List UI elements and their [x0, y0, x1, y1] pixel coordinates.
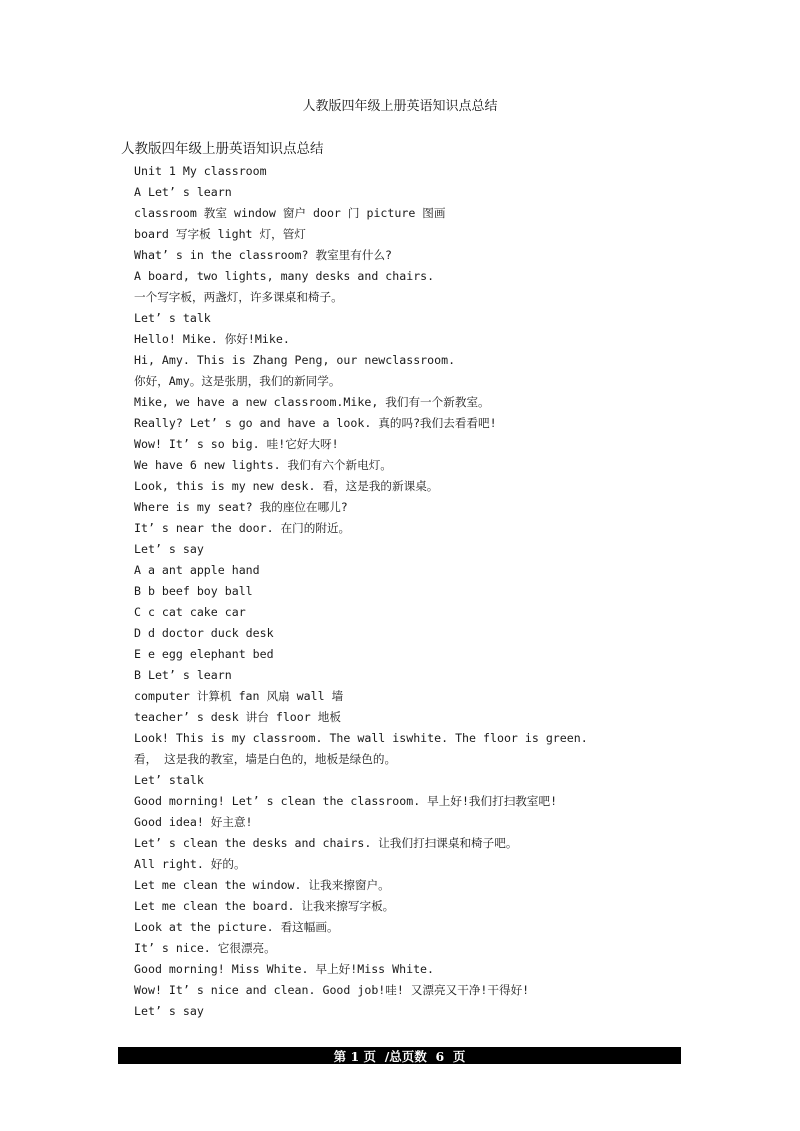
text-line: Let me clean the window. 让我来擦窗户。 [134, 878, 390, 892]
text-line: Look, this is my new desk. 看，这是我的新课桌。 [134, 479, 439, 493]
text-line: Look at the picture. 看这幅画。 [134, 920, 339, 934]
text-line: All right. 好的。 [134, 857, 246, 871]
page-footer-bar [118, 1047, 681, 1064]
text-line: Let’ s say [134, 542, 204, 556]
text-line: Unit 1 My classroom [134, 164, 267, 178]
text-line: Let’ s talk [134, 311, 211, 325]
text-line: Wow! It’ s so big. 哇!它好大呀! [134, 437, 339, 451]
text-line: Let’ stalk [134, 773, 204, 787]
text-line: What’ s in the classroom? 教室里有什么? [134, 248, 393, 262]
text-line: A Let’ s learn [134, 185, 232, 199]
text-line: Look! This is my classroom. The wall iswhite. The floor is green. [134, 731, 588, 745]
text-line: It’ s near the door. 在门的附近。 [134, 521, 351, 535]
text-line: C c cat cake car [134, 605, 246, 619]
text-line: 一个写字板，两盏灯，许多课桌和椅子。 [134, 290, 343, 304]
text-line: E e egg elephant bed [134, 647, 274, 661]
text-line: 你好，Amy。这是张朋，我们的新同学。 [134, 374, 341, 388]
text-line: Let’ s clean the desks and chairs. 让我们打扫课桌和椅子吧。 [134, 836, 518, 850]
text-line: A board, two lights, many desks and chairs. [134, 269, 435, 283]
text-line: Really? Let’ s go and have a look. 真的吗?我们去看看吧! [134, 416, 497, 430]
text-line: board 写字板 light 灯，管灯 [134, 227, 306, 241]
text-line: Let me clean the board. 让我来擦写字板。 [134, 899, 395, 913]
text-line: We have 6 new lights. 我们有六个新电灯。 [134, 458, 392, 472]
text-line: Hello! Mike. 你好!Mike. [134, 332, 290, 346]
text-line: 看， 这是我的教室，墙是白色的，地板是绿色的。 [134, 752, 397, 766]
text-line: D d doctor duck desk [134, 626, 274, 640]
text-line: classroom 教室 window 窗户 door 门 picture 图画 [134, 206, 446, 220]
text-line: computer 计算机 fan 风扇 wall 墙 [134, 689, 344, 703]
text-line: B Let’ s learn [134, 668, 232, 682]
text-line: Wow! It’ s nice and clean. Good job!哇! 又漂亮又干净!干得好! [134, 983, 530, 997]
text-line: Good morning! Miss White. 早上好!Miss White. [134, 962, 435, 976]
text-line: Good morning! Let’ s clean the classroom. 早上好!我们打扫教室吧! [134, 794, 558, 808]
text-lines [134, 161, 694, 1022]
text-line: Let’ s say [134, 1004, 204, 1018]
page-number: 第 1 页 /总页数 6 页 [333, 1048, 466, 1064]
text-line: B b beef boy ball [134, 584, 253, 598]
page-header-title: 人教版四年级上册英语知识点总结 [302, 99, 498, 114]
text-line: Good idea! 好主意! [134, 815, 253, 829]
text-line: Hi, Amy. This is Zhang Peng, our newclassroom. [134, 353, 456, 367]
text-line: teacher’ s desk 讲台 floor 地板 [134, 710, 341, 724]
text-line: Mike, we have a new classroom.Mike, 我们有一个新教室。 [134, 395, 490, 409]
document-heading: 人教版四年级上册英语知识点总结 [121, 141, 324, 157]
text-line: It’ s nice. 它很漂亮。 [134, 941, 276, 955]
text-line: A a ant apple hand [134, 563, 260, 577]
text-line: Where is my seat? 我的座位在哪儿? [134, 500, 348, 514]
